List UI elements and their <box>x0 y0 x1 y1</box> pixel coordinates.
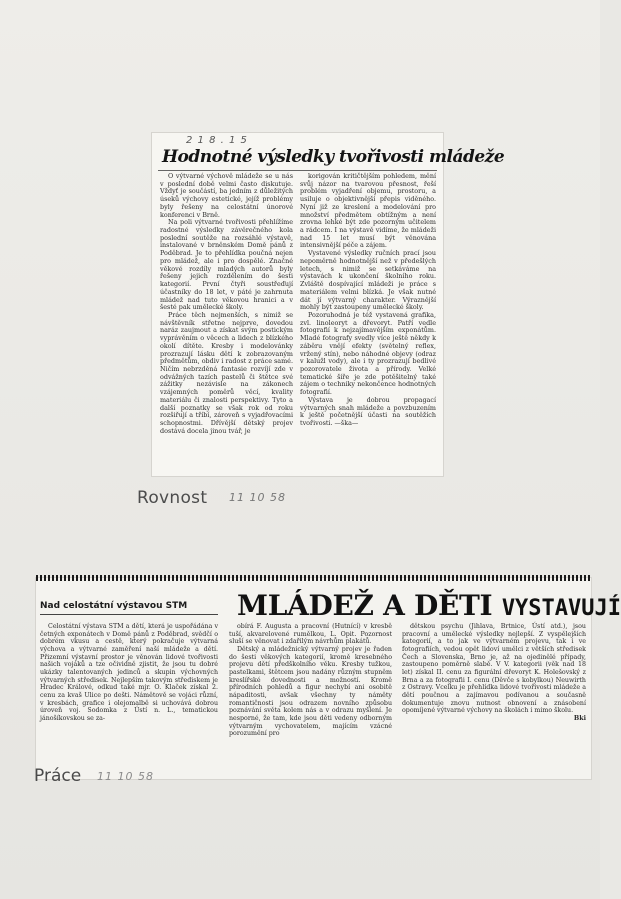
paragraph: Práce těch nejmenších, s nimiž se návštěvník střetne nejprve, dovedou naráz zaujmout a získat svým postickým vyprávěním o věcech a lidech z blízkého okolí dítěte. Kresby i modelovánky prozrazují lásku dětí k zobrazovaným předmětům, obdiv i radost z práce samé. Ničím nebrzděná fantasie rozvíjí zde v odvážných tazích pastelů či štětce své zážitky nezávisle na zákonech vzájemných poměrů věcí, kvality materiálu či znalosti perspektivy. Tyto a další poznatky se však rok od roku rozšiřují a tříbí, zároveň s vyjadřovacími schopnostmi. Dřívější dětský projev dostává docela jinou tvář, je <box>160 310 293 435</box>
torn-edge-border <box>36 575 591 581</box>
author-signature: Bki <box>573 714 586 722</box>
article-column-2 <box>229 623 392 773</box>
handwritten-archive-number: 2 1 8 . 1 5 <box>186 135 248 146</box>
paragraph: Vystavené výsledky ručních prací jsou nepoměrně hodnotnější než v předešlých letech, s nimiž se setkáváme na výstavách k ukončení školního roku. Zvláště dospívající mládeži je práce s materiálem velmi blízká. Je však nutné dát jí výtvarný charakter. Výraznější mohly být zastoupeny umělecké školy. <box>300 249 436 312</box>
headline-tail: VYSTAVUJÍ <box>501 596 621 621</box>
paragraph: O výtvarné výchově mládeže se u nás v poslední době velmi často diskutuje. Vždyť je součástí, ba jedním z důležitých úseků výchovy estetické, jejíž problémy byly řešeny na celostátní únorové konferenci v Brně. <box>160 172 293 219</box>
article-column-3 <box>402 623 586 773</box>
source-stamp: Rovnost <box>137 488 208 508</box>
article-kicker: Nad celostátní výstavou STM <box>40 601 188 611</box>
headline-divider <box>158 170 437 171</box>
source-stamp: Práce <box>34 766 82 786</box>
paragraph: Dětský a mládežnický výtvarný projev je řaden do šesti věkových kategorií, kromě kresebného projevu dětí předškolního věku. Kresby tužkou, pastelkami, štětcem jsou nadány různým stupněm kreslířské dovednosti a možností. Kromě přírodních pohledů a figur nechybí ani osobitě nápaditosti, avšak všechny ty náměty romantičnosti jsou odrazem novního způsobu poznávání světa kolem nás a v odrazu myšlení. Je nesporné, že tam, kde jsou děti vedeny odborným výtvarným vychovatelem, majícím vzácné porozumění pro <box>229 645 392 738</box>
paragraph: Výstava je dobrou propagací výtvarných snah mládeže a povzbuzením k ještě početnější účasti na soutěžích tvořivosti. —ška— <box>300 395 436 427</box>
paragraph: Celostátní výstava STM a dětí, která je uspořádána v četných exponátech v Domě pánů z Poděbrad, svědčí o dobrém vkusu a cestě, který pokračuje výtvarná výchova a výtvarné zaměření naší mládeže a dětí. Přizemní výstavní prostor je věnován lidové tvořivosti našich vojáků a tze očividně zjistit, že jsou tu dobré ukázky talentovaných jedinců a skupin výchovných výtvarných středisek. Nejlepším takovým střediskem je Hradec Králové, odkud také mjr. O. Klaček získal 2. cenu za kvaš Ulice po dešti. Námětově se vojáci různí, v kresbách, grafice i olejomalbě si uchovává dobrou úroveň voj. Sodomka z Ústí n. L., tematickou jánošíkovskou se za- <box>40 623 218 722</box>
paragraph: obírá F. Augusta a pracovní (Hutnící) v kresbě tuší, akvarelovené rumělkou, L. Opit. Pozornost sluší se věnovat i zdařilým návrhům plakátů. <box>229 623 392 646</box>
date-stamp: 11 10 58 <box>97 770 154 783</box>
article-column-1 <box>40 623 218 773</box>
article-headline: Hodnotné výsledky tvořivosti mládeže <box>162 147 505 167</box>
date-stamp: 11 10 58 <box>229 491 286 504</box>
newspaper-clipping-rovnost <box>152 133 505 476</box>
paragraph: dětskou psychu (Jihlava, Brtnice, Ústí atd.), jsou pracovní a umělecké výsledky nejlepší. Z vyspělejších kategorií, a to jak ve výtvarném projevu, tak i ve fotografiích, vedou opět lidoví umělci z větších středisek Čech a Slovenska, Brno je, až na ojedinělé případy, zastoupeno poměrně slabě. V V. kategorii (věk nad 18 let) získal II. cenu za figurální dřevoryt K. Holešovský z Brna a za fotografii I. cenu (Děvče s kobylkou) Neuwirth z Ostravy. Vcelku je přehlídka lidové tvořivosti mládeže a dětí poučnou a zajímavou podívanou a současně dokumentuje znovu nutnost obnovení a znásobení opomíjené výtvarné výchovy na školách i mimo školu. <box>402 623 586 715</box>
paragraph: Pozoruhodná je též vystavená grafika, zvl. linoleoryt a dřevoryt. Patří vedle fotografií k nejzajímavějším exponátům. Mladé fotografy svedly více ještě někdy k záběru vnějí efekty (světelný reflex, vržený stín), nebo náhodné objevy (odraz v kalužl vody), ale i ty prozrazují bedlivé pozorovatele života a přírody. Velké tematické šíře je zde potěšitelný také zájem o techniky nekončence hodnotných fotografií. <box>300 310 436 397</box>
paragraph: Na poli výtvarné tvořivosti přehlížíme radostné výsledky závěrečného kola poslední soutěže na rozsáhlé výstavě, instalované v brněnském Domě pánů z Poděbrad. Je to přehlídka poučná nejen pro mládež, ale i pro dospělé. Značné věkové rozdíly mladých autorů byly řešeny jejich rozdělením do šesti kategorií. První čtyři soustřeďují účastníky do 18 let, v páté je zahrnuta mládež nad tuto věkovou hranici a v šesté pak umělecké školy. <box>160 218 293 312</box>
article-headline <box>237 589 621 625</box>
newspaper-clipping-prace <box>36 578 621 779</box>
headline-main: MLÁDEŽ A DĚTI <box>237 589 493 622</box>
article-column-right <box>300 173 436 473</box>
kicker-divider <box>40 614 218 615</box>
article-column-left <box>160 173 293 473</box>
paragraph: korigován kritičtějším pohledem, mění svůj názor na tvarovou přesnost, řeší problém vyjadření objemu, prostoru, a usiluje o objektivnější přepis viděného. Nyní již ze kreslení a modelování pro množství předmětem obtížným a není zrovna lehké být zde pozorným učitelem a rádcem. I na výstavě vidíme, že mládeži nad 15 let musí být věnována intensivnější péče a zájem. <box>300 172 436 250</box>
